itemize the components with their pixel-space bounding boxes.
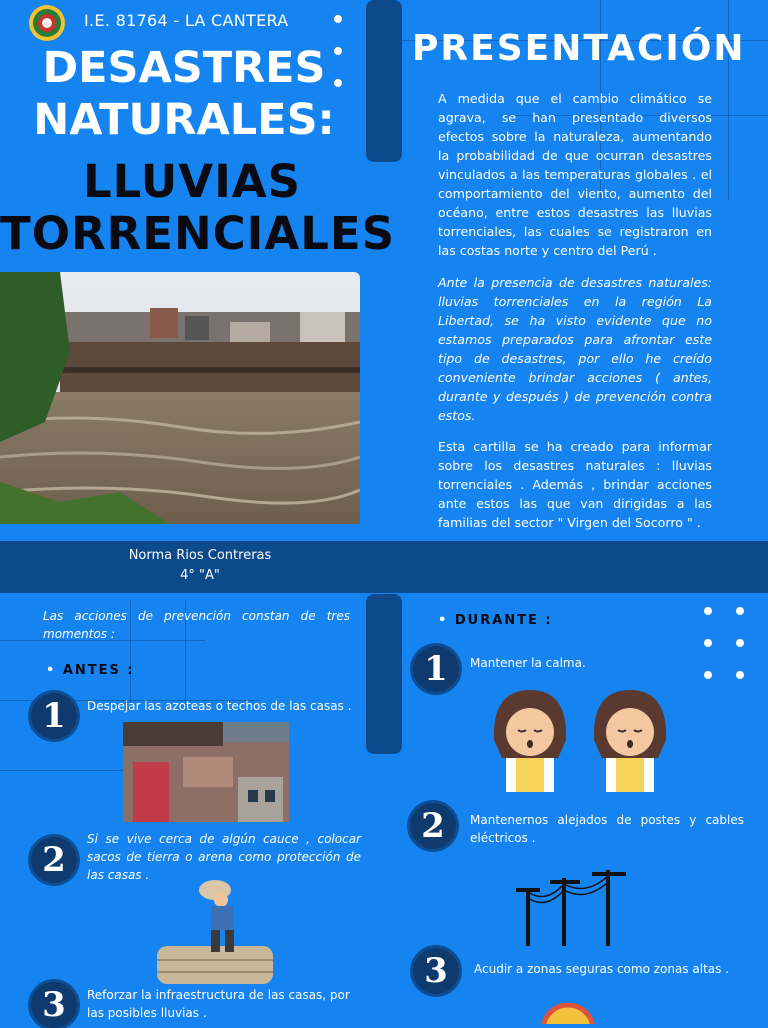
presentation-paragraph: Ante la presencia de desastres naturales: lluvias torrenciales en la región La Libertad, se ha visto evidente que no estamos preparados para afrontar este tipo de desastres, por ello he creído conveniente brindar acciones ( antes, durante y después ) de prevención contra estos. — [438, 275, 712, 423]
antes-heading — [46, 663, 135, 678]
author-name: Norma Rios Contreras — [128, 548, 272, 563]
partial-icon — [541, 1003, 595, 1024]
decor-dot — [334, 15, 342, 23]
school-crest-icon — [28, 4, 66, 42]
title-line-1: DESASTRES — [42, 43, 326, 93]
durante-step-text: Mantenernos alejados de postes y cables eléctricos . — [470, 813, 744, 845]
breathing-girl-illustration — [488, 688, 674, 794]
author-grade: 4° "A" — [180, 568, 220, 583]
antes-step-text: Reforzar la infraestructura de las casas, por las posibles lluvias . — [87, 988, 350, 1020]
step-number-badge: 1 — [31, 693, 77, 739]
durante-step-text: Acudir a zonas seguras como zonas altas . — [474, 962, 730, 976]
bullet: • — [46, 663, 63, 678]
decor-dot — [736, 639, 744, 647]
prevention-intro: Las acciones de prevención constan de tres momentos : — [43, 609, 350, 641]
decor-dot — [704, 607, 712, 615]
decor-pill — [366, 594, 402, 754]
step-number-badge: 2 — [31, 837, 77, 883]
presentation-paragraph: A medida que el cambio climático se agrava, se han presentado diversos efectos sobre la naturaleza, aumentando la probabilidad de que ocurran desastres vinculados a las temperaturas globales . el comportamiento del viento, aumento del océano, entre estos desastres las lluvias torrenciales, las cuales se registraron en las costas norte y centro del Perú . — [438, 91, 712, 258]
step-number-badge: 3 — [413, 948, 459, 994]
title-line-2: NATURALES: — [33, 95, 335, 145]
sandbags-illustration — [155, 876, 275, 986]
flood-river-photo — [0, 272, 360, 524]
step-number-badge: 2 — [410, 803, 456, 849]
grid-line — [0, 770, 130, 771]
subtitle-line-2: TORRENCIALES — [0, 207, 396, 260]
durante-step-text: Mantener la calma. — [470, 656, 586, 670]
presentation-heading: PRESENTACIÓN — [412, 28, 746, 69]
step-number-badge: 1 — [413, 646, 459, 692]
antes-step-text: Si se vive cerca de algún cauce , colocar sacos de tierra o arena como protección de las casas . — [87, 832, 361, 882]
decor-pill — [366, 0, 402, 162]
durante-heading-label: DURANTE : — [454, 613, 553, 628]
antes-step-text: Despejar las azoteas o techos de las casas . — [87, 699, 352, 713]
decor-dot — [736, 671, 744, 679]
bullet: • — [438, 613, 455, 628]
presentation-paragraph: Esta cartilla se ha creado para informar sobre los desastres naturales : lluvias torrenciales . Además , brindar acciones ante estos las que van dirigidas a las familias del sector " Virgen del Socorro " . — [438, 439, 712, 530]
decor-dot — [736, 607, 744, 615]
decor-dot — [704, 671, 712, 679]
antes-heading-label: ANTES : — [62, 663, 135, 678]
electric-poles-icon — [512, 864, 636, 948]
decor-dot — [704, 639, 712, 647]
durante-heading — [438, 613, 553, 628]
rooftop-photo — [123, 722, 289, 822]
subtitle-line-1: LLUVIAS — [82, 155, 302, 208]
step-number-badge: 3 — [31, 982, 77, 1028]
school-name: I.E. 81764 - LA CANTERA — [84, 11, 289, 30]
